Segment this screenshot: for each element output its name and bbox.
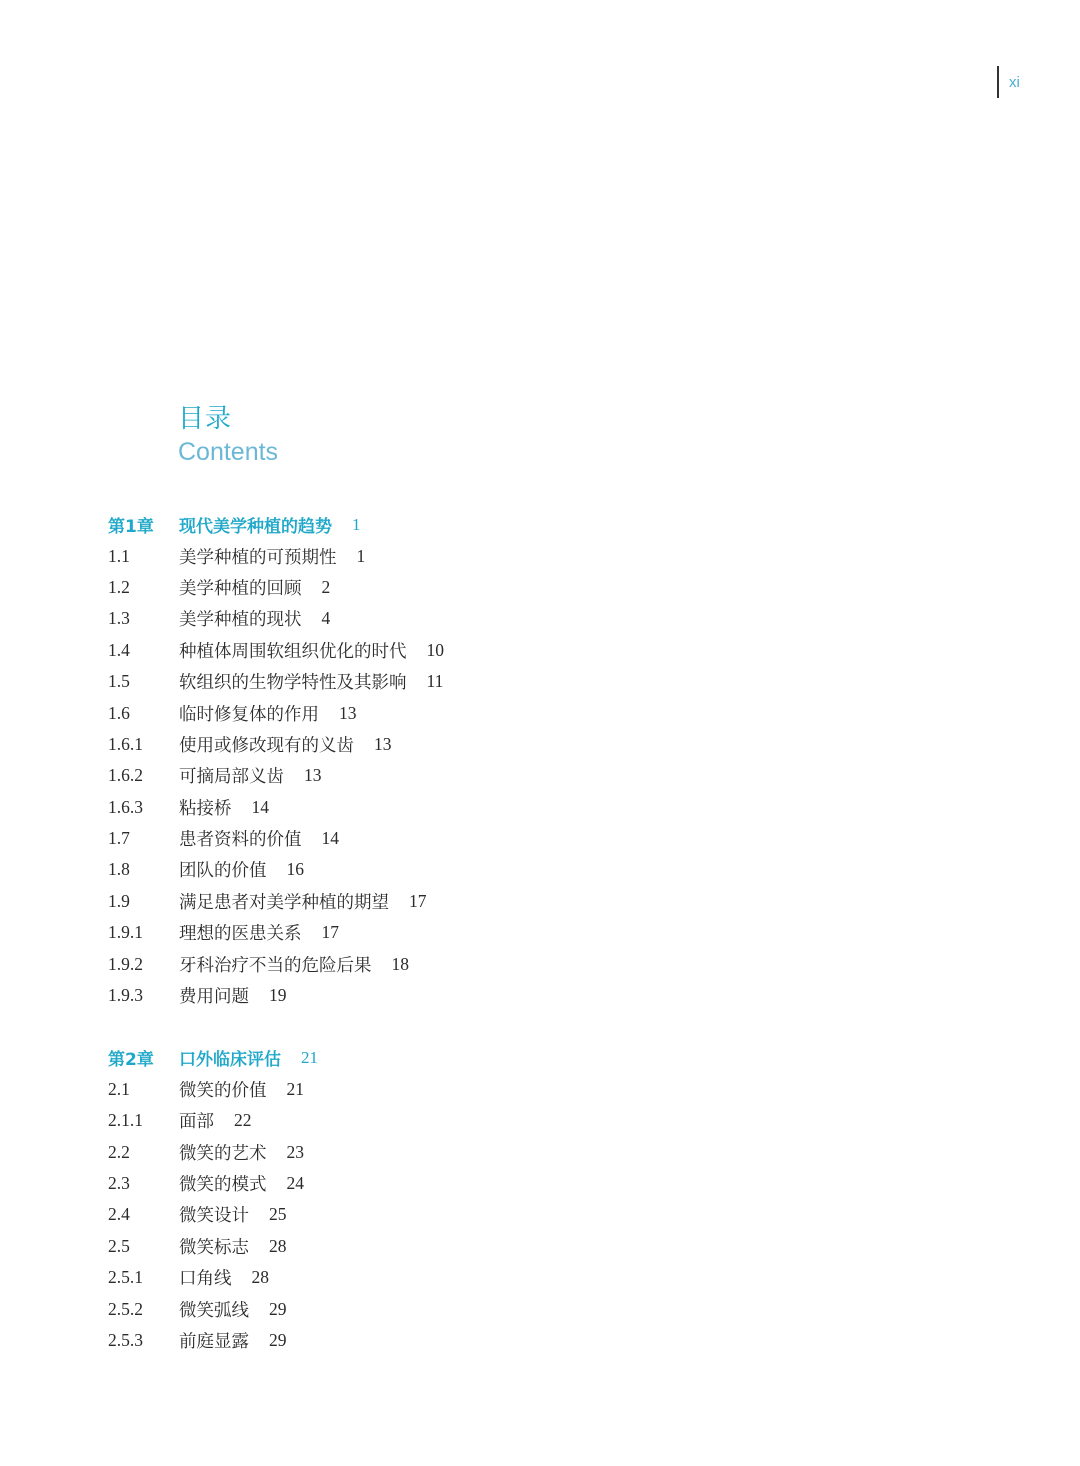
toc-entry[interactable]	[108, 635, 908, 666]
toc-entry[interactable]	[108, 540, 908, 571]
toc-entry[interactable]	[108, 980, 908, 1011]
toc-entry[interactable]	[108, 917, 908, 948]
section-page: 16	[286, 859, 304, 880]
section-number: 1.9.1	[108, 922, 143, 943]
chapter-number: 第1章	[108, 517, 154, 538]
chapter-heading[interactable]	[108, 509, 908, 540]
section-title: 美学种植的回顾	[179, 578, 302, 599]
section-title: 微笑的艺术	[179, 1143, 267, 1164]
section-page: 14	[321, 828, 339, 849]
toc-entry[interactable]	[108, 1199, 908, 1230]
toc-entry[interactable]	[108, 1231, 908, 1262]
toc-entry[interactable]	[108, 1105, 908, 1136]
section-title: 可摘局部义齿	[179, 767, 284, 788]
section-number: 2.1	[108, 1078, 130, 1099]
section-title: 前庭显露	[179, 1331, 249, 1352]
chapter-page: 21	[301, 1047, 318, 1067]
section-number: 1.9.2	[108, 953, 143, 974]
section-title: 满足患者对美学种植的期望	[179, 892, 389, 913]
section-number: 1.6.3	[108, 796, 143, 817]
section-title: 团队的价值	[179, 861, 267, 882]
chapter-number: 第2章	[108, 1050, 154, 1071]
toc-entry[interactable]	[108, 1168, 908, 1199]
section-page: 17	[409, 890, 427, 911]
chapter-1	[108, 509, 908, 1011]
section-page: 13	[374, 733, 392, 754]
section-title: 牙科治疗不当的危险后果	[179, 955, 372, 976]
section-number: 1.6.1	[108, 733, 143, 754]
section-page: 10	[426, 639, 444, 660]
section-page: 13	[339, 702, 357, 723]
section-number: 1.9	[108, 890, 130, 911]
section-number: 1.3	[108, 608, 130, 629]
section-page: 28	[269, 1235, 287, 1256]
section-number: 2.1.1	[108, 1110, 143, 1131]
page-number: xi	[1009, 73, 1020, 91]
section-page: 13	[304, 765, 322, 786]
toc-entry[interactable]	[108, 823, 908, 854]
section-page: 19	[269, 985, 287, 1006]
toc-entry[interactable]	[108, 1325, 908, 1356]
section-number: 1.8	[108, 859, 130, 880]
section-title: 微笑标志	[179, 1237, 249, 1258]
chapter-2	[108, 1042, 908, 1356]
toc-title-english: Contents	[178, 438, 279, 466]
section-number: 1.5	[108, 671, 130, 692]
section-title: 粘接桥	[179, 798, 232, 819]
section-title: 口角线	[179, 1269, 232, 1290]
section-title: 临时修复体的作用	[179, 704, 319, 725]
chapter-heading[interactable]	[108, 1042, 908, 1073]
section-number: 1.4	[108, 639, 130, 660]
section-title: 费用问题	[179, 987, 249, 1008]
chapter-title: 口外临床评估	[179, 1050, 281, 1071]
section-title: 美学种植的可预期性	[179, 547, 337, 568]
section-page: 2	[321, 576, 331, 597]
section-page: 29	[269, 1298, 287, 1319]
toc-entry[interactable]	[108, 886, 908, 917]
section-title: 理想的医患关系	[179, 924, 302, 945]
toc-entry[interactable]	[108, 1293, 908, 1324]
section-number: 1.9.3	[108, 985, 143, 1006]
section-title: 面部	[179, 1112, 214, 1133]
section-title: 微笑的价值	[179, 1080, 267, 1101]
section-title: 美学种植的现状	[179, 610, 302, 631]
chapter-page: 1	[352, 514, 361, 534]
page-marker-bar	[997, 66, 999, 98]
section-page: 22	[234, 1110, 252, 1131]
section-title: 使用或修改现有的义齿	[179, 735, 354, 756]
section-page: 24	[286, 1173, 304, 1193]
toc-entry[interactable]	[108, 760, 908, 791]
table-of-contents	[108, 509, 908, 1356]
section-page: 23	[286, 1141, 304, 1162]
section-number: 2.5.1	[108, 1267, 143, 1288]
section-number: 2.5.3	[108, 1329, 143, 1350]
section-number: 1.6.2	[108, 765, 143, 786]
section-page: 14	[251, 796, 269, 817]
section-page: 28	[251, 1267, 269, 1288]
section-page: 1	[356, 545, 366, 566]
section-number: 1.2	[108, 576, 130, 597]
toc-entry[interactable]	[108, 1136, 908, 1167]
section-number: 2.3	[108, 1173, 130, 1193]
section-title: 微笑弧线	[179, 1300, 249, 1321]
section-page: 29	[269, 1329, 287, 1350]
toc-title-chinese: 目录	[178, 404, 233, 434]
section-page: 4	[321, 608, 331, 629]
section-number: 1.6	[108, 702, 130, 723]
toc-entry[interactable]	[108, 697, 908, 728]
toc-entry[interactable]	[108, 1074, 908, 1105]
section-title: 微笑设计	[179, 1206, 249, 1227]
chapter-title: 现代美学种植的趋势	[179, 517, 332, 538]
section-page: 21	[286, 1078, 304, 1099]
toc-entry[interactable]	[108, 729, 908, 760]
section-number: 2.5	[108, 1235, 130, 1256]
section-title: 患者资料的价值	[179, 830, 302, 851]
section-number: 2.5.2	[108, 1298, 143, 1319]
section-number: 1.7	[108, 828, 130, 849]
section-title: 微笑的模式	[179, 1175, 267, 1195]
section-number: 2.4	[108, 1204, 130, 1225]
section-number: 2.2	[108, 1141, 130, 1162]
toc-entry[interactable]	[108, 792, 908, 823]
section-page: 18	[391, 953, 409, 974]
page-number-marker	[997, 66, 1020, 98]
section-page: 11	[426, 671, 444, 692]
section-page: 25	[269, 1204, 287, 1225]
toc-entry[interactable]	[108, 603, 908, 634]
toc-entry[interactable]	[108, 572, 908, 603]
section-title: 种植体周围软组织优化的时代	[179, 641, 407, 662]
section-page: 17	[321, 922, 339, 943]
toc-entry[interactable]	[108, 854, 908, 885]
toc-entry[interactable]	[108, 666, 908, 697]
section-number: 1.1	[108, 545, 130, 566]
section-title: 软组织的生物学特性及其影响	[179, 673, 407, 694]
toc-entry[interactable]	[108, 1262, 908, 1293]
toc-entry[interactable]	[108, 948, 908, 979]
